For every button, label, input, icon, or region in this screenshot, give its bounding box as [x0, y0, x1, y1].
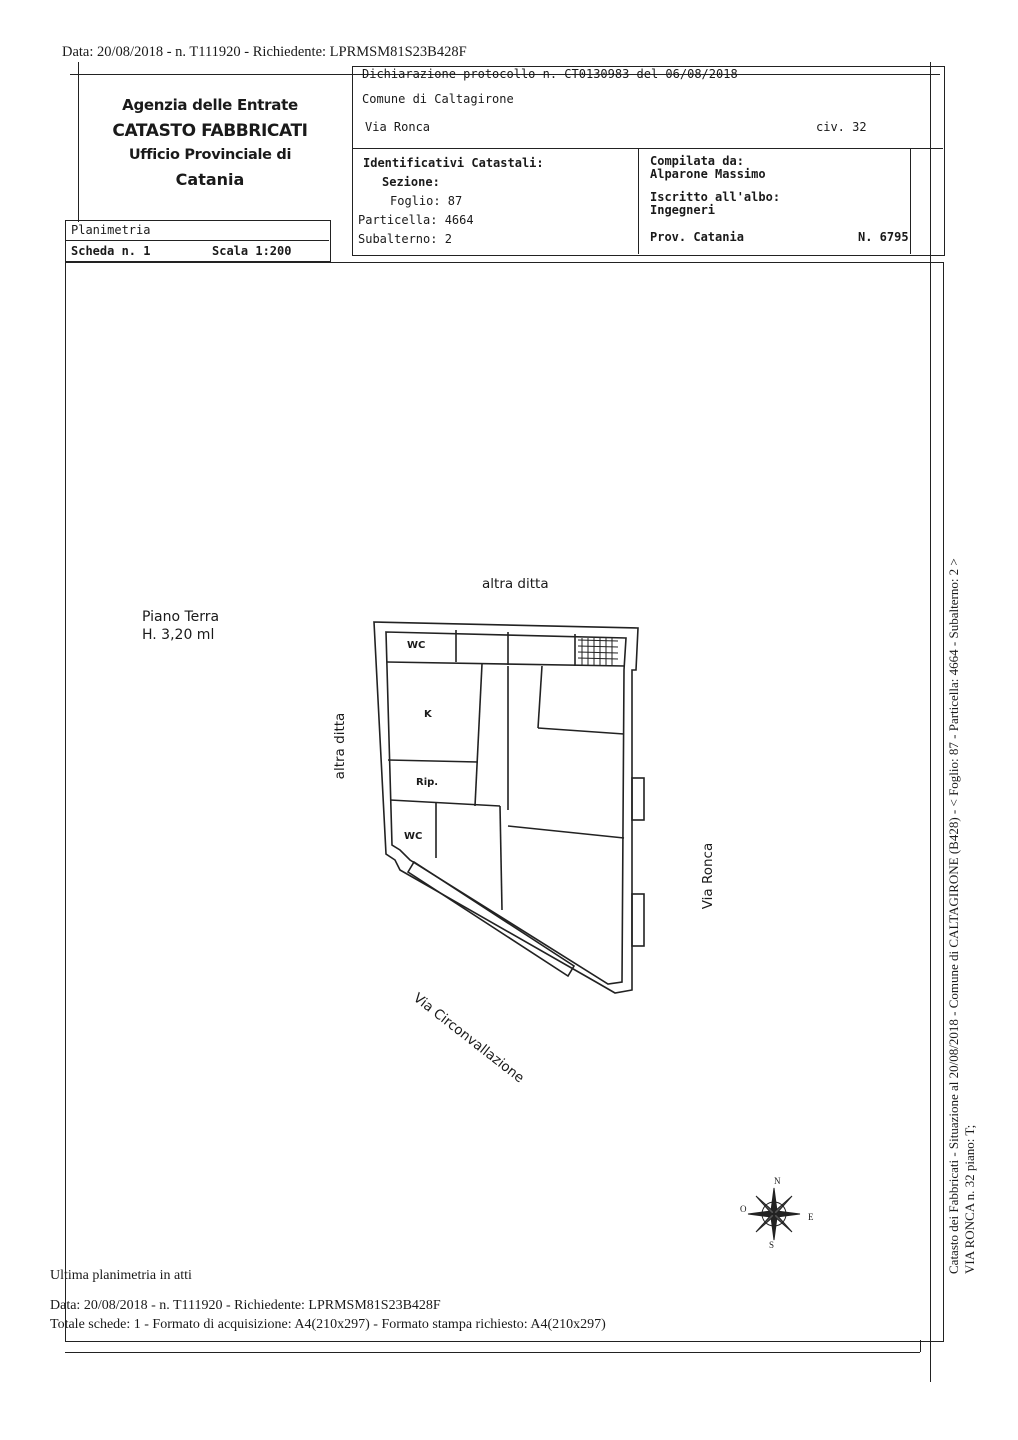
declaration-right-divider: [910, 148, 911, 254]
declaration-divider: [352, 148, 943, 149]
room-kitchen: K: [424, 709, 432, 720]
compass-south: S: [769, 1240, 775, 1250]
plan-perimeter: [374, 622, 638, 993]
room-wc-bottom: WC: [404, 831, 423, 842]
compass-north: N: [774, 1176, 781, 1186]
agency-province: Catania: [175, 170, 245, 189]
compass-east: E: [808, 1212, 814, 1222]
neighbor-left-label: altra ditta: [332, 712, 348, 780]
plan-info-divider: [65, 240, 329, 241]
street-line: Via Ronca: [365, 120, 431, 134]
sheet-left-tick: [78, 62, 79, 222]
sheet-bottom-right-tick: [920, 1340, 921, 1352]
identifiers-foglio: Foglio: 87: [390, 194, 463, 208]
declaration-column-divider: [638, 148, 639, 254]
compass-rose-icon: [746, 1186, 802, 1242]
registered-order: Ingegneri: [650, 203, 716, 217]
header-request-line: Data: 20/08/2018 - n. T111920 - Richiedente: LPRMSM81S23B428F: [62, 44, 467, 60]
side-address-text: VIA RONCA n. 32 piano: T;: [962, 1124, 977, 1274]
floor-height: H. 3,20 ml: [142, 627, 215, 643]
protocol-line: Dichiarazione protocollo n. CT0130983 del 06/08/2018: [362, 67, 738, 81]
floor-label: Piano Terra: [142, 609, 220, 625]
plan-title: Planimetria: [71, 223, 151, 237]
footer-last-plan: Ultima planimetria in atti: [50, 1268, 192, 1283]
room-wc-top: WC: [407, 640, 426, 651]
street-bottom-label: Via Circonvallazione: [410, 990, 528, 1087]
identifiers-sezione: Sezione:: [382, 175, 440, 189]
identifiers-heading: Identificativi Catastali:: [363, 156, 544, 170]
province-label: Prov. Catania: [650, 230, 744, 244]
neighbor-top-label: altra ditta: [482, 576, 549, 592]
plan-scheda: Scheda n. 1: [71, 244, 151, 258]
civic-number: civ. 32: [816, 120, 867, 134]
footer-request-line: Data: 20/08/2018 - n. T111920 - Richiedente: LPRMSM81S23B428F: [50, 1298, 441, 1313]
floor-plan-drawing: [360, 610, 660, 1000]
plan-scale: Scala 1:200: [212, 244, 292, 258]
footer-format-line: Totale schede: 1 - Formato di acquisizione: A4(210x297) - Formato stampa richiesto: A4(210x297): [50, 1317, 606, 1332]
registration-number: N. 6795: [858, 230, 909, 244]
compass-west: O: [740, 1204, 747, 1214]
identifiers-particella: Particella: 4664: [358, 213, 474, 227]
registered-label: Iscritto all'albo:: [650, 190, 781, 204]
agency-office: Ufficio Provinciale di: [128, 147, 292, 163]
agency-cadastre: CATASTO FABBRICATI: [112, 121, 308, 141]
compiled-by-name: Alparone Massimo: [650, 167, 766, 181]
side-situation-text: Catasto dei Fabbricati - Situazione al 20/08/2018 - Comune di CALTAGIRONE (B428) - < Foglio: 87 - Particella: 4664 - Subalterno: 2 >: [946, 558, 961, 1274]
street-right-label: Via Ronca: [700, 842, 716, 910]
room-storage: Rip.: [416, 777, 439, 788]
comune-line: Comune di Caltagirone: [362, 92, 514, 106]
identifiers-subalterno: Subalterno: 2: [358, 232, 452, 246]
agency-name: Agenzia delle Entrate: [122, 96, 298, 114]
sheet-bottom-border: [65, 1352, 920, 1353]
compiled-by-label: Compilata da:: [650, 154, 744, 168]
